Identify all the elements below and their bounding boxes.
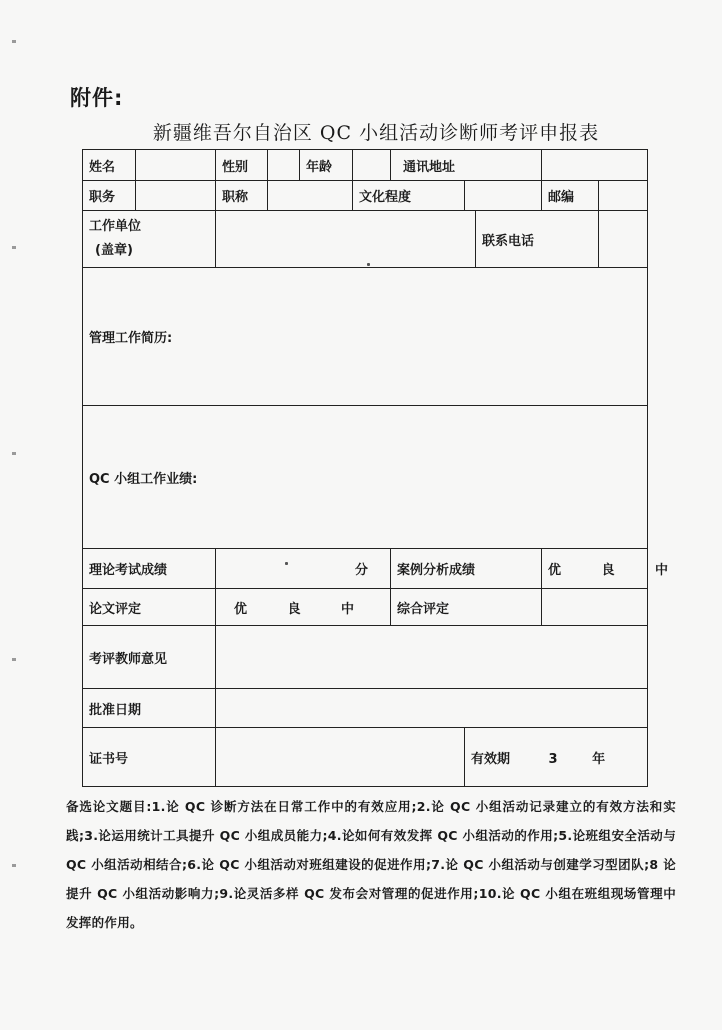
work-unit-label xyxy=(83,211,216,268)
row-certificate xyxy=(83,728,648,787)
exam-score-unit: 分 xyxy=(354,563,368,578)
certificate-label: 证书号 xyxy=(83,728,216,787)
scan-mark xyxy=(12,658,16,661)
case-score-label: 案例分析成绩 xyxy=(391,549,542,589)
thesis-label: 论文评定 xyxy=(83,589,216,626)
thesis-field[interactable] xyxy=(216,589,391,626)
postcode-label: 邮编 xyxy=(542,181,599,211)
row-scores xyxy=(83,549,648,589)
validity-field[interactable] xyxy=(465,728,648,787)
scan-mark xyxy=(12,40,16,43)
validity-value: 3 xyxy=(548,751,558,767)
row-resume xyxy=(83,268,648,406)
address-field[interactable] xyxy=(542,150,648,181)
scan-speck xyxy=(367,263,370,266)
case-score-options: 优 良 中 xyxy=(548,563,687,578)
work-unit-label-line1: 工作单位 xyxy=(89,219,142,234)
age-field[interactable] xyxy=(353,150,391,181)
thesis-options: 优 良 中 xyxy=(233,601,373,617)
name-label: 姓名 xyxy=(83,150,136,181)
name-field[interactable] xyxy=(136,150,216,181)
page-title: 新疆维吾尔自治区 QC 小组活动诊断师考评申报表 xyxy=(152,122,600,144)
scan-mark xyxy=(12,246,16,249)
work-unit-field[interactable] xyxy=(216,211,476,268)
achievement-label: QC 小组工作业绩: xyxy=(89,471,198,487)
row-approval-date xyxy=(83,689,648,728)
work-unit-label-line2: (盖章) xyxy=(95,243,133,258)
title-field[interactable] xyxy=(268,181,353,211)
scan-speck xyxy=(285,562,288,565)
row-basic-info-1 xyxy=(83,150,648,181)
achievement-field[interactable] xyxy=(83,406,648,549)
gender-field[interactable] xyxy=(268,150,300,181)
overall-field[interactable] xyxy=(542,589,648,626)
validity-unit: 年 xyxy=(592,751,606,767)
position-field[interactable] xyxy=(136,181,216,211)
title-label: 职称 xyxy=(216,181,268,211)
postcode-field[interactable] xyxy=(599,181,648,211)
validity-label: 有效期 xyxy=(471,751,511,767)
address-label: 通讯地址 xyxy=(391,150,542,181)
overall-label: 综合评定 xyxy=(391,589,542,626)
resume-field[interactable] xyxy=(83,268,648,406)
row-evaluation xyxy=(83,589,648,626)
teacher-opinion-field[interactable] xyxy=(216,626,648,689)
teacher-opinion-label: 考评教师意见 xyxy=(83,626,216,689)
scan-mark xyxy=(12,452,16,455)
age-label: 年龄 xyxy=(300,150,353,181)
education-label: 文化程度 xyxy=(353,181,465,211)
resume-label: 管理工作简历: xyxy=(89,331,173,346)
phone-field[interactable] xyxy=(599,211,648,268)
exam-score-label: 理论考试成绩 xyxy=(83,549,216,589)
approval-date-field[interactable] xyxy=(216,689,648,728)
case-score-field[interactable] xyxy=(542,549,687,589)
scan-mark xyxy=(12,864,16,867)
phone-label: 联系电话 xyxy=(476,211,599,268)
certificate-field[interactable] xyxy=(216,728,465,787)
application-form-table xyxy=(82,149,687,787)
exam-score-field[interactable] xyxy=(216,549,391,589)
thesis-topics-note: 备选论文题目:1.论 QC 诊断方法在日常工作中的有效应用;2.论 QC 小组活动记录建立的有效方法和实践;3.论运用统计工具提升 QC 小组成员能力;4.论如何有效发挥 QC 小组活动的作用;5.论班组安全活动与 QC 小组活动相结合;6.论 QC 小组活动对班组建设的促进作用;7.论 QC 小组活动与创建学习型团队;8 论提升 QC 小组活动影响力;9.论灵活多样 QC 发布会对管理的促进作用;10.论 QC 小组在班组现场管理中发挥的作用。 xyxy=(66,799,676,930)
approval-date-label: 批准日期 xyxy=(83,689,216,728)
row-teacher-opinion xyxy=(83,626,648,689)
gender-label: 性别 xyxy=(216,150,268,181)
row-work-unit xyxy=(83,211,648,268)
position-label: 职务 xyxy=(83,181,136,211)
attachment-label: 附件: xyxy=(70,86,124,110)
education-field[interactable] xyxy=(465,181,542,211)
row-basic-info-2 xyxy=(83,181,648,211)
row-achievement xyxy=(83,406,648,549)
